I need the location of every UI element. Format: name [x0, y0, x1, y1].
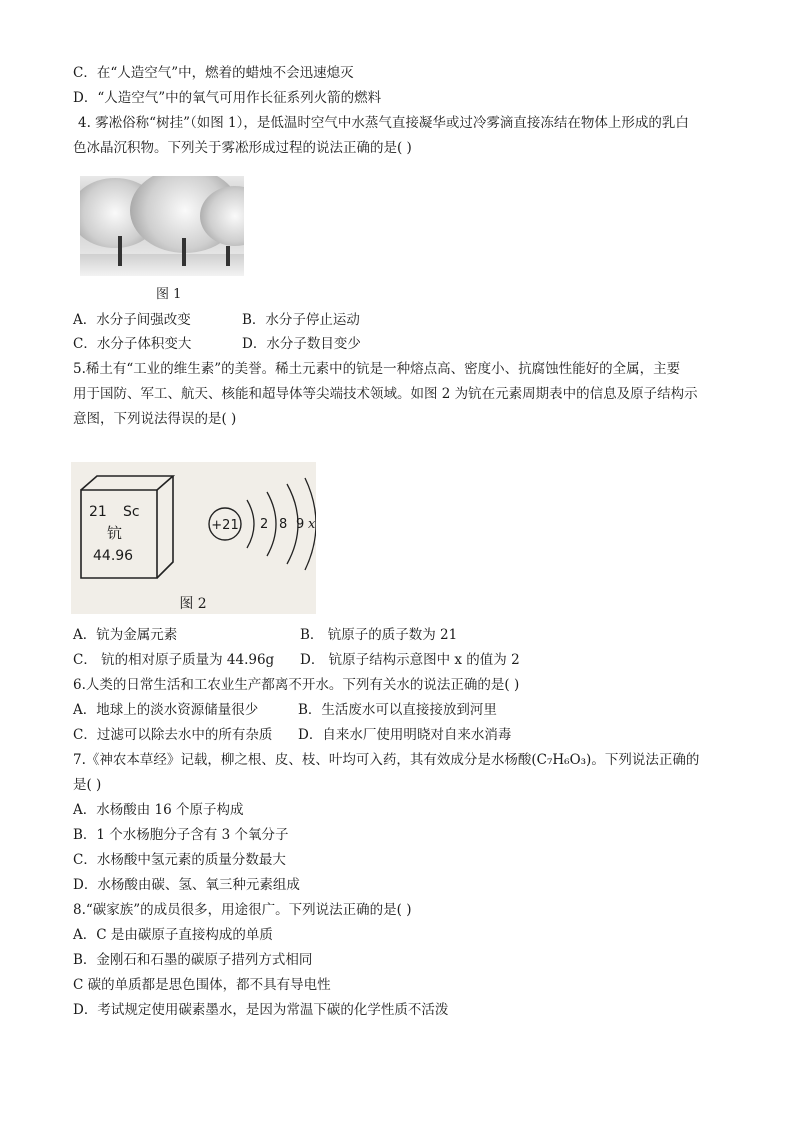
element-symbol: Sc	[123, 504, 140, 520]
q4-option-c: C．水分子体积变大	[73, 336, 192, 352]
q6-option-c: C．过滤可以除去水中的所有杂质	[73, 727, 273, 743]
q6-stem: 6.人类的日常生活和工农业生产都离不开水。下列有关水的说法正确的是( )	[73, 677, 520, 693]
q6-option-b: B．生活废水可以直接接放到河里	[298, 702, 497, 718]
q4-option-a: A．水分子间强改变	[73, 312, 191, 328]
rime-photo	[80, 176, 244, 276]
q7-option-b: B．1 个水杨胞分子含有 3 个氧分子	[73, 827, 289, 843]
q3-option-d: D．“人造空气”中的氧气可用作长征系列火箭的燃料	[73, 90, 382, 106]
q5-option-b: B． 钪原子的质子数为 21	[300, 627, 458, 643]
q8-option-d: D．考试规定使用碳素墨水，是因为常温下碳的化学性质不活泼	[73, 1002, 449, 1018]
q5-option-c: C． 钪的相对原子质量为 44.96g	[73, 652, 275, 668]
q6-option-a: A．地球上的淡水资源储量很少	[73, 702, 259, 718]
shell-4-electrons: x	[308, 517, 316, 532]
q7-option-c: C．水杨酸中氢元素的质量分数最大	[73, 852, 286, 868]
figure-1-caption: 图 1	[156, 287, 182, 302]
shell-1-electrons: 2	[260, 517, 269, 532]
q4-stem-line2: 色冰晶沉积物。下列关于雾凇形成过程的说法正确的是( )	[73, 140, 412, 156]
q4-option-b: B．水分子停止运动	[242, 312, 360, 328]
q4-option-d: D．水分子数目变少	[242, 336, 361, 352]
q6-option-d: D．自来水厂使用明晓对自来水消毒	[298, 727, 512, 743]
q5-option-a: A．钪为金属元素	[73, 627, 178, 643]
q4-stem-line1: 4. 雾凇俗称“树挂”（如图 1），是低温时空气中水蒸气直接凝华或过冷雾滴直接冻结在物体上形成的乳白	[78, 115, 689, 131]
figure-2-caption: 图 2	[179, 596, 207, 612]
q8-option-c: C 碳的单质都是思色围体，都不具有导电性	[73, 977, 331, 993]
q5-stem-line3: 意图，下列说法得误的是( )	[73, 411, 237, 427]
nucleus-charge: +21	[211, 518, 239, 533]
shell-2-electrons: 8	[279, 517, 288, 532]
q7-option-a: A．水杨酸由 16 个原子构成	[73, 802, 244, 818]
shell-3-electrons: 9	[296, 517, 305, 532]
element-name: 钪	[107, 524, 123, 542]
scandium-figure	[71, 462, 316, 614]
q8-option-a: A．C 是由碳原子直接构成的单质	[73, 927, 273, 943]
q8-stem: 8.“碳家族”的成员很多，用途很广。下列说法正确的是( )	[73, 902, 412, 918]
q3-option-c: C．在“人造空气”中，燃着的蜡烛不会迅速熄灭	[73, 65, 354, 81]
q7-stem-line1: 7.《神农本草经》记载，柳之根、皮、枝、叶均可入药，其有效成分是水杨酸(C₇H₆O₃)。下列说法正确的	[73, 752, 700, 768]
q7-option-d: D．水杨酸由碳、氢、氧三种元素组成	[73, 877, 300, 893]
atomic-number: 21	[89, 504, 107, 520]
q7-stem-line2: 是( )	[73, 777, 102, 793]
q8-option-b: B．金刚石和石墨的碳原子措列方式相同	[73, 952, 313, 968]
q5-stem-line1: 5.稀土有“工业的维生素”的美誉。稀土元素中的钪是一种熔点高、密度小、抗腐蚀性能好的全属，主要	[73, 361, 681, 377]
q5-stem-line2: 用于国防、军工、航天、核能和超导体等尖端技术领域。如图 2 为钪在元素周期表中的信息及原子结构示	[73, 386, 698, 402]
element-mass: 44.96	[93, 548, 134, 564]
q5-option-d: D． 钪原子结构示意图中 x 的值为 2	[300, 652, 520, 668]
